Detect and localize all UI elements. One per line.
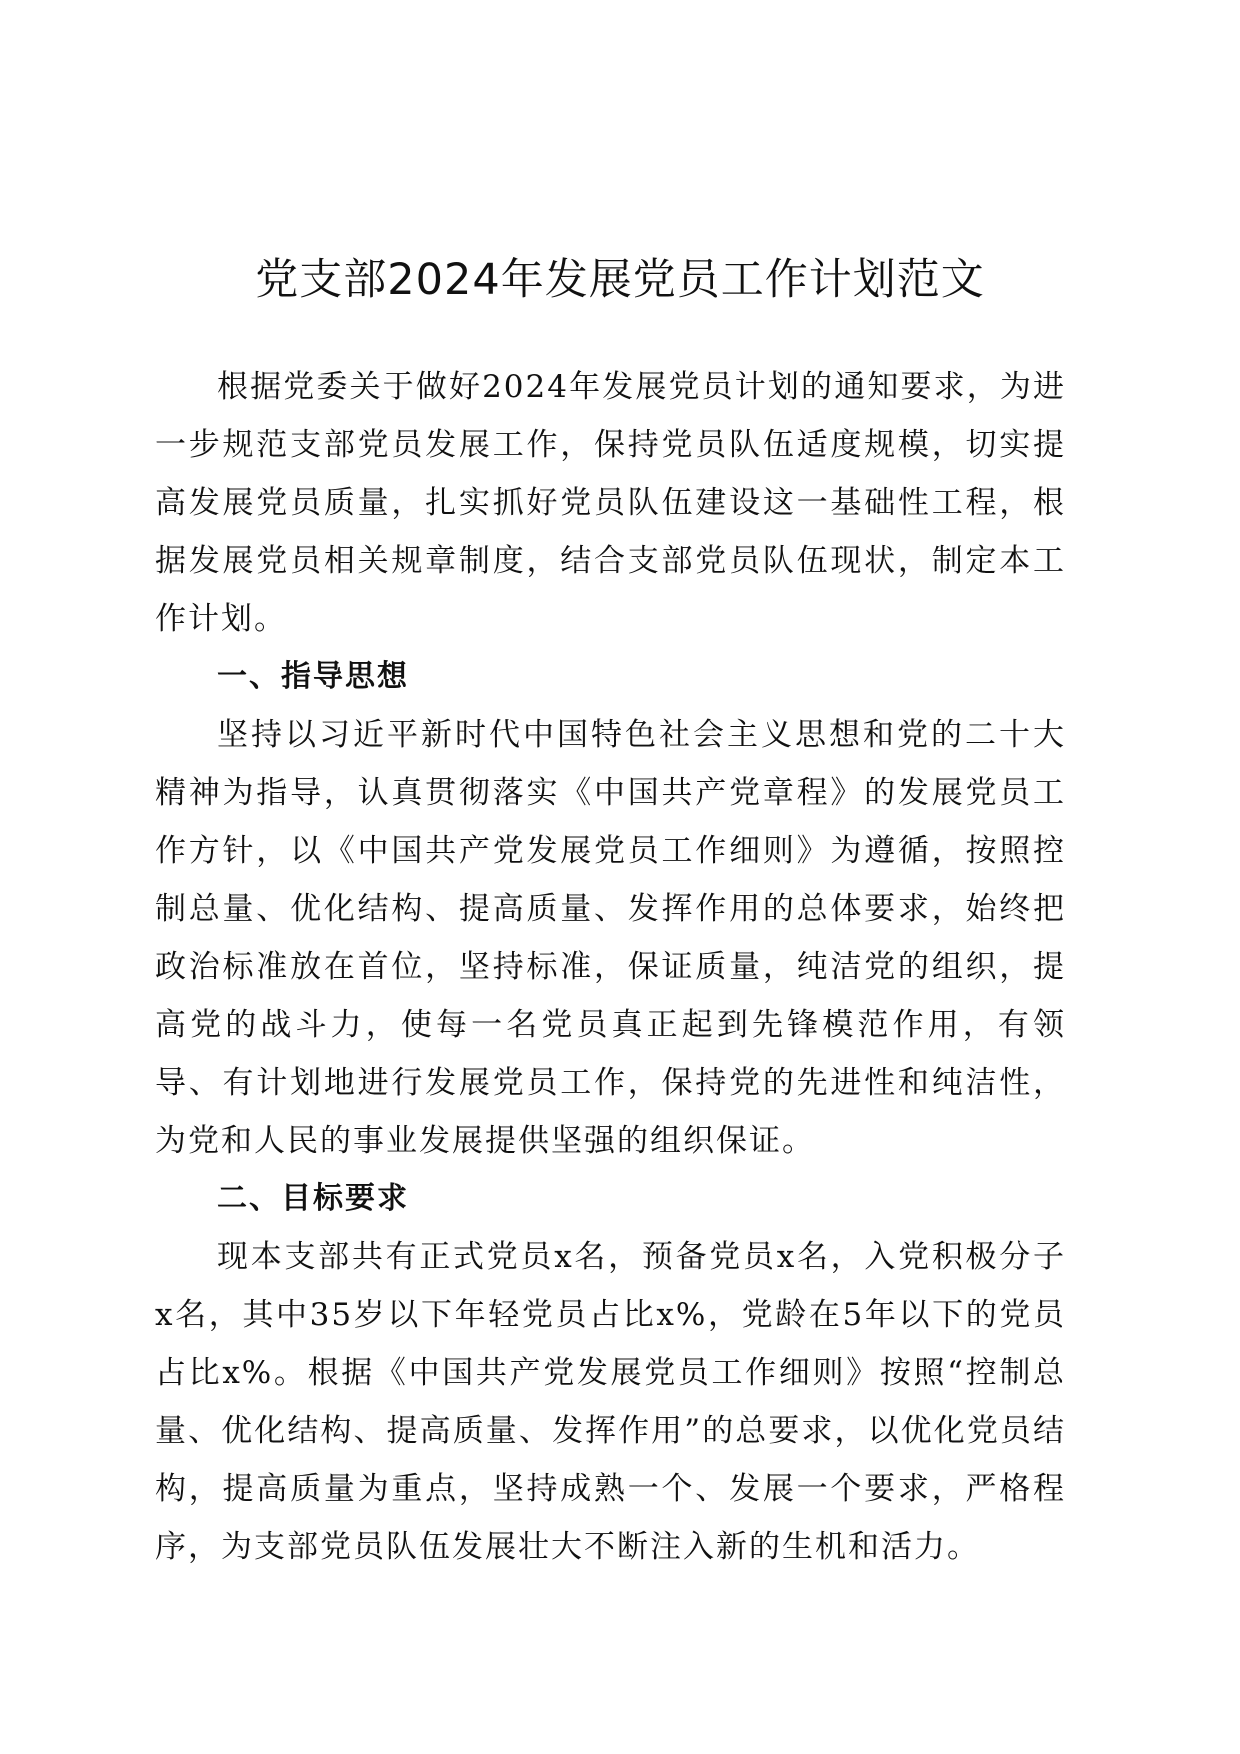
section-heading-guiding-thought: 一、指导思想 (217, 659, 409, 694)
section-paragraph-guiding-thought: 坚持以习近平新时代中国特色社会主义思想和党的二十大精神为指导，认真贯彻落实《中国共产党章程》的发展党员工作方针，以《中国共产党发展党员工作细则》为遵循，按照控制总量、优化结构、提高质量、发挥作用的总体要求，始终把政治标准放在首位，坚持标准，保证质量，纯洁党的组织，提高党的战斗力，使每一名党员真正起到先锋模范作用，有领导、有计划地进行发展党员工作，保持党的先进性和纯洁性，为党和人民的事业发展提供坚强的组织保证。 (155, 717, 1066, 1159)
section-heading-objectives: 二、目标要求 (217, 1181, 409, 1216)
document-title: 党支部2024年发展党员工作计划范文 (255, 255, 985, 305)
section-paragraph-objectives: 现本支部共有正式党员x名，预备党员x名，入党积极分子x名，其中35岁以下年轻党员占比x%，党龄在5年以下的党员占比x%。根据《中国共产党发展党员工作细则》按照“控制总量、优化结构、提高质量、发挥作用”的总要求，以优化党员结构，提高质量为重点，坚持成熟一个、发展一个要求，严格程序，为支部党员队伍发展壮大不断注入新的生机和活力。 (155, 1239, 1066, 1565)
document-body (155, 358, 1066, 1576)
intro-paragraph: 根据党委关于做好2024年发展党员计划的通知要求，为进一步规范支部党员发展工作，保持党员队伍适度规模，切实提高发展党员质量，扎实抓好党员队伍建设这一基础性工程，根据发展党员相关规章制度，结合支部党员队伍现状，制定本工作计划。 (155, 369, 1066, 637)
